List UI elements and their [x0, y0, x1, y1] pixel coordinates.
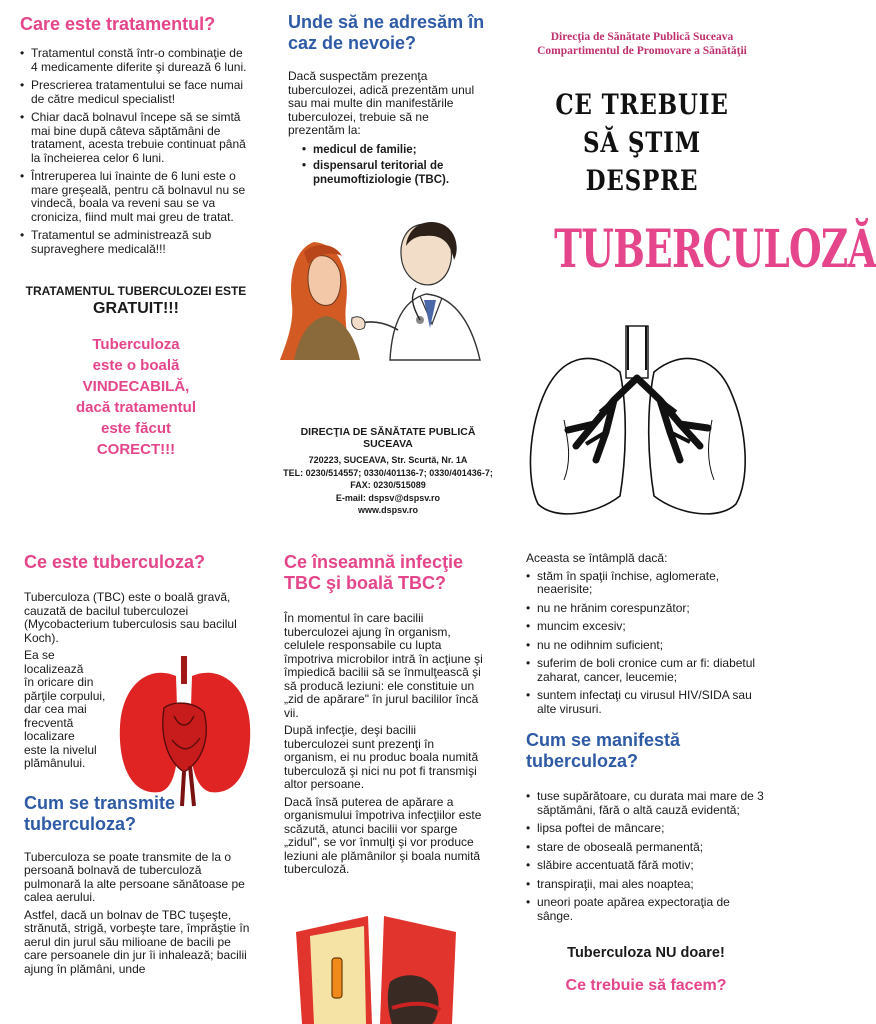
curable-line: este făcut [100, 420, 172, 437]
where-panel [283, 12, 493, 528]
curable-line: VINDECABILĂ, [82, 378, 190, 395]
list-item: • Întreruperea lui înainte de 6 luni este o mare greşeală, pentru că bolnavul nu se vindecă, boala va reveni sau se va croniciza, fiind mult mai greu de tratat. [20, 170, 252, 224]
org-department: Compartimentul de Promovare a Sănătăţii [537, 45, 747, 57]
list-item: • medicul de familie; [302, 144, 488, 158]
symptoms-heading: Cum se manifestă tuberculoza? [526, 730, 681, 771]
list-item: • nu ne odihnim suficient; [526, 639, 766, 653]
list-item: • slăbire accentuată fără motiv; [526, 859, 766, 873]
what-is-panel [24, 552, 256, 1024]
where-heading: Unde să ne adresăm în caz de nevoie? [288, 12, 485, 53]
list-item: • stăm în spaţii închise, aglomerate, neaerisite; [526, 570, 766, 597]
text-line: localizare [24, 729, 75, 743]
list-item: • nu ne hrănim corespunzător; [526, 602, 766, 616]
list-item: • muncim excesiv; [526, 620, 766, 634]
treatment-heading: Care este tratamentul? [20, 14, 216, 34]
curable-line: este o boală [92, 357, 180, 374]
text-line: Ea se localizează [24, 648, 84, 676]
infection-heading: Ce înseamnă infecţie TBC şi boală TBC? [284, 552, 464, 593]
address-website: www.dspsv.ro [357, 505, 418, 515]
curable-line: Tuberculoza [92, 336, 180, 353]
infection-panel [284, 552, 484, 1024]
text-line: frecventă [24, 715, 74, 730]
text-line: plămânului. [24, 756, 86, 770]
list-item: • stare de oboseală permanentă; [526, 841, 766, 855]
what-is-definition: Tuberculoza (TBC) este o boală gravă, cauzată de bacilul tuberculozei (Mycobacterium tuberculosis sau bacilul Koch). [24, 590, 237, 645]
what-to-do-heading: Ce trebuie să facem? [565, 977, 727, 994]
symptoms-list [526, 790, 766, 923]
list-item: • dispensarul teritorial de pneumoftiziologie (TBC). [302, 160, 488, 187]
curable-message [20, 334, 252, 460]
list-item: • suferim de boli cronice cum ar fi: diabetul zaharat, cancer, leucemie; [526, 657, 766, 684]
address-fax: FAX: 0230/515089 [350, 480, 426, 490]
cover-main-word: TUBERCULOZĂ [554, 219, 876, 280]
contact-address [276, 426, 500, 517]
list-item: • transpiraţii, mai ales noaptea; [526, 878, 766, 892]
infection-paragraph: Dacă însă puterea de apărare a organismului împotriva infecţiilor este scăzută, atunci bacilii vor sparge „zidul", se vor înmulţi şi vor produce leziuni ale plămânilor şi boala numită tuberculoză. [284, 794, 482, 876]
infection-paragraph: În momentul în care bacilii tuberculozei ajung în organism, celulele responsabile cu lupta împotriva microbilor intră în acţiune şi împiedică bacilii să se înmulţească şi să producă leziuni: ele constituie un „zid de apărare" în jurul bacililor încă vii. [284, 611, 483, 720]
what-is-location [24, 649, 112, 771]
list-item: • Tratamentul se administrează sub supraveghere medicală!!! [20, 229, 252, 256]
list-item: • tuse supărătoare, cu durata mai mare de 3 săptămâni, fără o altă cauză evidentă; [526, 790, 766, 817]
curable-line: CORECT!!! [96, 441, 176, 458]
free-treatment-line: TRATAMENTUL TUBERCULOZEI ESTE [25, 284, 247, 298]
text-line: părţile corpului, [24, 688, 106, 703]
treatment-panel [20, 14, 252, 530]
what-is-heading: Ce este tuberculoza? [24, 552, 206, 572]
org-name: Direcţia de Sănătate Publică Suceava [550, 31, 734, 43]
text-line: este la nivelul [24, 742, 97, 757]
address-name: DIRECŢIA DE SĂNĂTATE PUBLICĂ SUCEAVA [300, 426, 476, 450]
list-item: • uneori poate apărea expectoraţia de sânge. [526, 896, 766, 923]
lungs-illustration [524, 320, 750, 520]
cover-panel [520, 30, 876, 530]
address-email: E-mail: dspsv@dspsv.ro [335, 492, 441, 503]
doctor-patient-illustration [274, 212, 504, 362]
heart-lungs-illustration [114, 656, 254, 806]
cover-title-line: SĂ ŞTIM [583, 126, 701, 159]
book-illustration [292, 912, 462, 1024]
cover-title-line: DESPRE [585, 164, 699, 197]
curable-line: dacă tratamentul [75, 399, 197, 416]
cover-title [542, 86, 742, 200]
treatment-list [20, 47, 252, 256]
address-phone: TEL: 0230/514557; 0330/401136-7; 0330/401436-7; [283, 467, 493, 478]
list-item: • Prescrierea tratamentului se face numai de către medicul specialist! [20, 79, 252, 106]
causes-intro: Aceasta se întâmplă dacă: [526, 551, 668, 565]
causes-list [526, 570, 766, 717]
symptoms-panel [526, 552, 766, 1024]
address-line: 720223, SUCEAVA, Str. Scurtă, Nr. 1A [308, 455, 468, 465]
infection-paragraph: După infecţie, deşi bacilii tuberculozei sunt prezenţi în organism, ei nu produc boala numită tuberculoză şi nici nu pot fi transmişi altor persoane. [284, 723, 479, 791]
transmit-heading: Cum se transmite tuberculoza? [24, 792, 176, 834]
list-item: • Tratamentul constă într-o combinaţie de 4 medicamente diferite şi durează 6 luni. [20, 47, 252, 74]
transmit-paragraph: Tuberculoza se poate transmite de la o persoană bolnavă de tuberculoză pulmonară la alte persoane sănătoase pe calea aerului. [24, 849, 245, 904]
where-intro: Dacă suspectăm prezenţa tuberculozei, adică prezentăm unul sau mai multe din manifestările tuberculozei, trebuie să ne prezentăm la: [288, 69, 475, 137]
text-line: dar cea mai [24, 702, 87, 716]
cover-title-line: CE TREBUIE [555, 88, 729, 121]
no-pain-statement: Tuberculoza NU doare! [567, 945, 725, 961]
list-item: • lipsa poftei de mâncare; [526, 822, 766, 836]
where-list [288, 144, 488, 188]
list-item: • Chiar dacă bolnavul începe să se simtă mai bine după câteva săptămâni de tratament, acesta trebuie continuat până la încheierea celor 6 luni. [20, 111, 252, 165]
list-item: • suntem infectaţi cu virusul HIV/SIDA sau alte virusuri. [526, 689, 766, 716]
text-line: în oricare din [24, 675, 94, 689]
transmit-paragraph: Astfel, dacă un bolnav de TBC tuşeşte, strănută, strigă, vorbeşte tare, împrăştie în aerul din jurul său milioane de bacili pe care persoanele din jur îi inhalează; bacilii ajung în plămâni, unde [24, 907, 250, 976]
free-treatment-emphasis: GRATUIT!!! [93, 300, 179, 317]
